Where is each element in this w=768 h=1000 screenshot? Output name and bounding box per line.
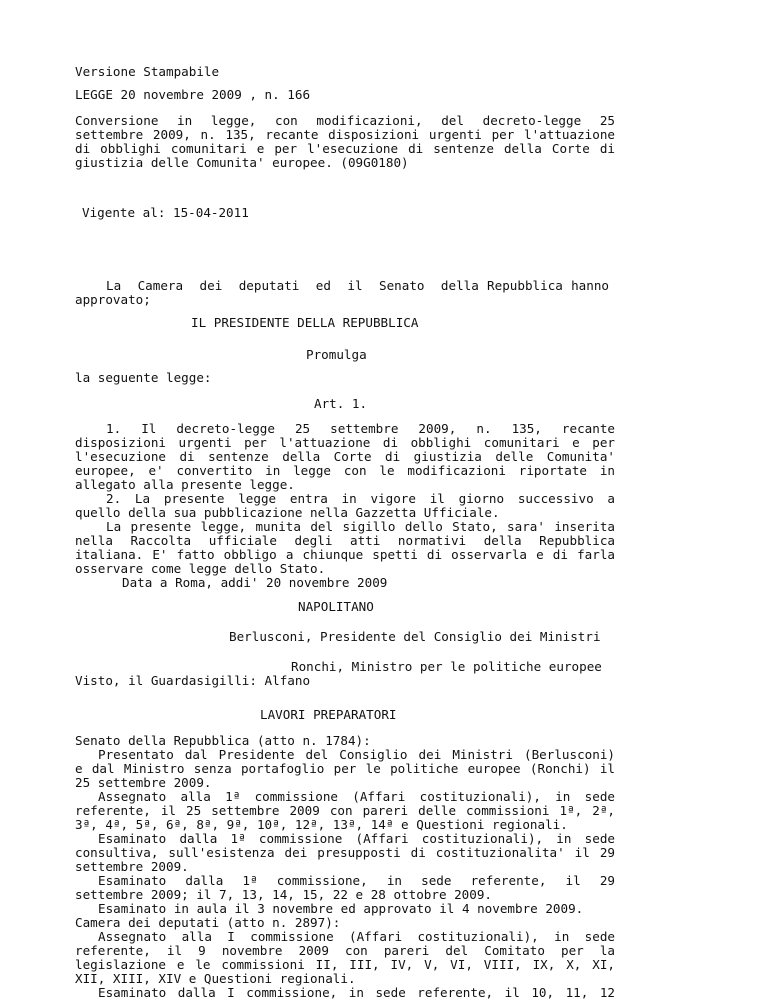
enactment-line: La Camera dei deputati ed il Senato della Repubblica hanno [106,278,609,293]
preparatory-line: e dal Ministro senza portafoglio per le politiche europee (Ronchi) il [75,761,615,776]
summary-line: settembre 2009, n. 135, recante disposizioni urgenti per l'attuazione [75,127,615,142]
article-line: allegato alla presente legge. [75,477,295,492]
preparatory-line: settembre 2009. [75,859,189,874]
article-line: osservare come legge dello Stato. [75,561,326,576]
article-line: l'esecuzione di sentenze della Corte di giustizia delle Comunita' [75,449,615,464]
article-line: italiana. E' fatto obbligo a chiunque spetti di osservarla e di farla [75,547,615,562]
enactment-line: approvato; [75,292,151,307]
summary-line: giustizia delle Comunita' europee. (09G0180) [75,155,409,170]
preparatory-line: Esaminato dalla 1ª commissione, in sede referente, il 29 [98,873,615,888]
version-label: Versione Stampabile [75,64,220,79]
date-place: Data a Roma, addi' 20 novembre 2009 [122,575,388,590]
article-line: 1. Il decreto-legge 25 settembre 2009, n. 135, recante [106,421,615,436]
preparatory-line: Senato della Repubblica (atto n. 1784): [75,733,371,748]
signature-visto: Visto, il Guardasigilli: Alfano [75,673,311,688]
signature-napolitano: NAPOLITANO [298,599,374,614]
preparatory-line: XII, XIII, XIV e Questioni regionali. [75,971,356,986]
preparatory-line: Presentato dal Presidente del Consiglio dei Ministri (Berlusconi) [98,747,615,762]
preparatory-line: consultiva, sull'esistenza dei presupposti di costituzionalita' il 29 [75,845,615,860]
article-heading: Art. 1. [314,396,368,411]
article-line: europee, e' convertito in legge con le modificazioni riportate in [75,463,615,478]
preparatory-line: Assegnato alla 1ª commissione (Affari costituzionali), in sede [98,789,615,804]
article-line: 2. La presente legge entra in vigore il giorno successivo a [106,491,615,506]
preparatory-line: referente, il 9 novembre 2009 con pareri del Comitato per la [75,943,615,958]
article-line: La presente legge, munita del sigillo dello Stato, sara' inserita [106,519,615,534]
preparatory-line: Esaminato dalla 1ª commissione (Affari costituzionali), in sede [98,831,615,846]
preparatory-line: referente, il 25 settembre 2009 con pareri delle commissioni 1ª, 2ª, [75,803,615,818]
validity-date: Vigente al: 15-04-2011 [82,205,249,220]
article-line: quello della sua pubblicazione nella Gazzetta Ufficiale. [75,505,500,520]
preparatory-line: Assegnato alla I commissione (Affari costituzionali), in sede [98,929,615,944]
president-heading: IL PRESIDENTE DELLA REPUBBLICA [191,315,419,330]
law-title: LEGGE 20 novembre 2009 , n. 166 [75,87,311,102]
summary-line: di obblighi comunitari e per l'esecuzione di sentenze della Corte di [75,141,615,156]
preparatory-line: settembre 2009; il 7, 13, 14, 15, 22 e 28 ottobre 2009. [75,887,493,902]
signature-ronchi: Ronchi, Ministro per le politiche europee [291,659,602,674]
preparatory-line: legislazione e le commissioni II, III, IV, V, VI, VIII, IX, X, XI, [75,957,615,972]
promulga-label: Promulga [306,347,367,362]
preparatory-line: 25 settembre 2009. [75,775,212,790]
preparatory-line: Camera dei deputati (atto n. 2897): [75,915,341,930]
article-line: disposizioni urgenti per l'attuazione di obblighi comunitari e per [75,435,615,450]
signature-berlusconi: Berlusconi, Presidente del Consiglio dei Ministri [229,629,601,644]
preparatory-line: 3ª, 4ª, 5ª, 6ª, 8ª, 9ª, 10ª, 12ª, 13ª, 14ª e Questioni regionali. [75,817,568,832]
following-law-label: la seguente legge: [75,370,212,385]
article-line: nella Raccolta ufficiale degli atti normativi della Repubblica [75,533,615,548]
preparatory-line: Esaminato dalla I commissione, in sede referente, il 10, 11, 12 [98,985,615,1000]
preparatory-line: Esaminato in aula il 3 novembre ed approvato il 4 novembre 2009. [98,901,584,916]
preparatory-heading: LAVORI PREPARATORI [260,707,397,722]
summary-line: Conversione in legge, con modificazioni, del decreto-legge 25 [75,113,615,128]
